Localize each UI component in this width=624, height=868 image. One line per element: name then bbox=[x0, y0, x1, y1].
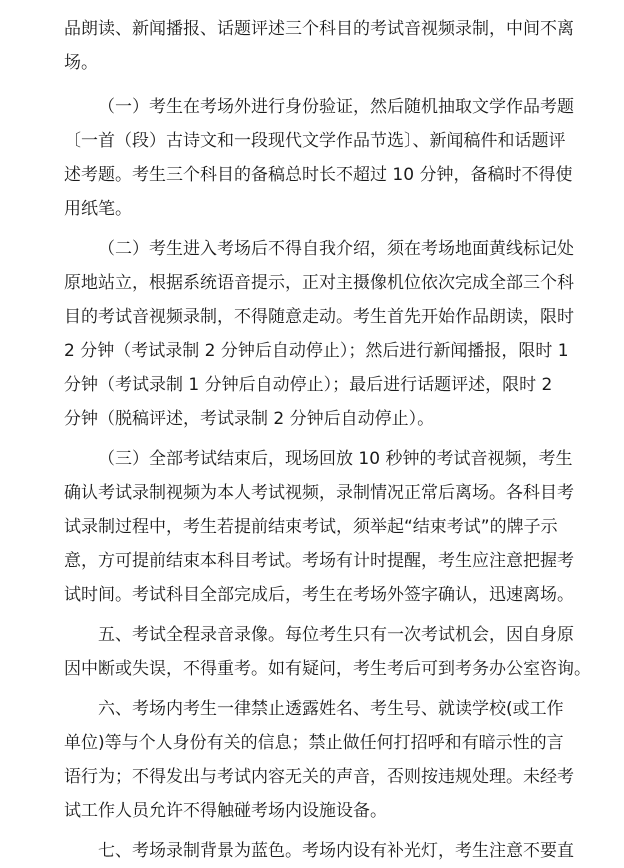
text-line: 述考题。考生三个科目的备稿总时长不超过 10 分钟，备稿时不得使 bbox=[64, 165, 573, 185]
text-line: 用纸笔。 bbox=[64, 199, 132, 219]
text-line: 〔一首（段）古诗文和一段现代文学作品节选〕、新闻稿件和话题评 bbox=[64, 131, 566, 151]
text-line: 六、考场内考生一律禁止透露姓名、考生号、就读学校(或工作 bbox=[98, 699, 564, 719]
text-line: 语行为；不得发出与考试内容无关的声音，否则按违规处理。未经考 bbox=[64, 767, 574, 787]
text-line: 分钟（考试录制 1 分钟后自动停止）；最后进行话题评述，限时 2 bbox=[64, 375, 553, 395]
text-line: 七、考场录制背景为蓝色。考场内设有补光灯，考生注意不要直 bbox=[98, 841, 574, 861]
text-line: 试工作人员允许不得触碰考场内设施设备。 bbox=[64, 801, 387, 821]
text-line: 目的考试音视频录制，不得随意走动。考生首先开始作品朗读，限时 bbox=[64, 307, 574, 327]
text-line: 场。 bbox=[64, 53, 98, 73]
text-line: 确认考试录制视频为本人考试视频，录制情况正常后离场。各科目考 bbox=[64, 483, 574, 503]
text-line: 2 分钟（考试录制 2 分钟后自动停止）；然后进行新闻播报，限时 1 bbox=[64, 341, 569, 361]
text-line: 试录制过程中，考生若提前结束考试，须举起“结束考试”的牌子示 bbox=[64, 517, 558, 537]
text-line: 单位)等与个人身份有关的信息；禁止做任何打招呼和有暗示性的言 bbox=[64, 733, 564, 753]
text-line: （二）考生进入考场后不得自我介绍，须在考场地面黄线标记处 bbox=[98, 239, 574, 259]
text-line: 分钟（脱稿评述，考试录制 2 分钟后自动停止）。 bbox=[64, 409, 435, 429]
text-line: 品朗读、新闻播报、话题评述三个科目的考试音视频录制，中间不离 bbox=[64, 19, 574, 39]
text-line: 意，方可提前结束本科目考试。考场有计时提醒，考生应注意把握考 bbox=[64, 551, 574, 571]
text-line: 试时间。考试科目全部完成后，考生在考场外签字确认，迅速离场。 bbox=[64, 585, 574, 605]
text-line: 因中断或失误，不得重考。如有疑问，考生考后可到考务办公室咨询。 bbox=[64, 659, 591, 679]
text-line: （三）全部考试结束后，现场回放 10 秒钟的考试音视频，考生 bbox=[98, 449, 573, 469]
text-line: 原地站立，根据系统语音提示，正对主摄像机位依次完成全部三个科 bbox=[64, 273, 574, 293]
text-line: 五、考试全程录音录像。每位考生只有一次考试机会，因自身原 bbox=[98, 625, 574, 645]
text-line: （一）考生在考场外进行身份验证，然后随机抽取文学作品考题 bbox=[98, 97, 574, 117]
